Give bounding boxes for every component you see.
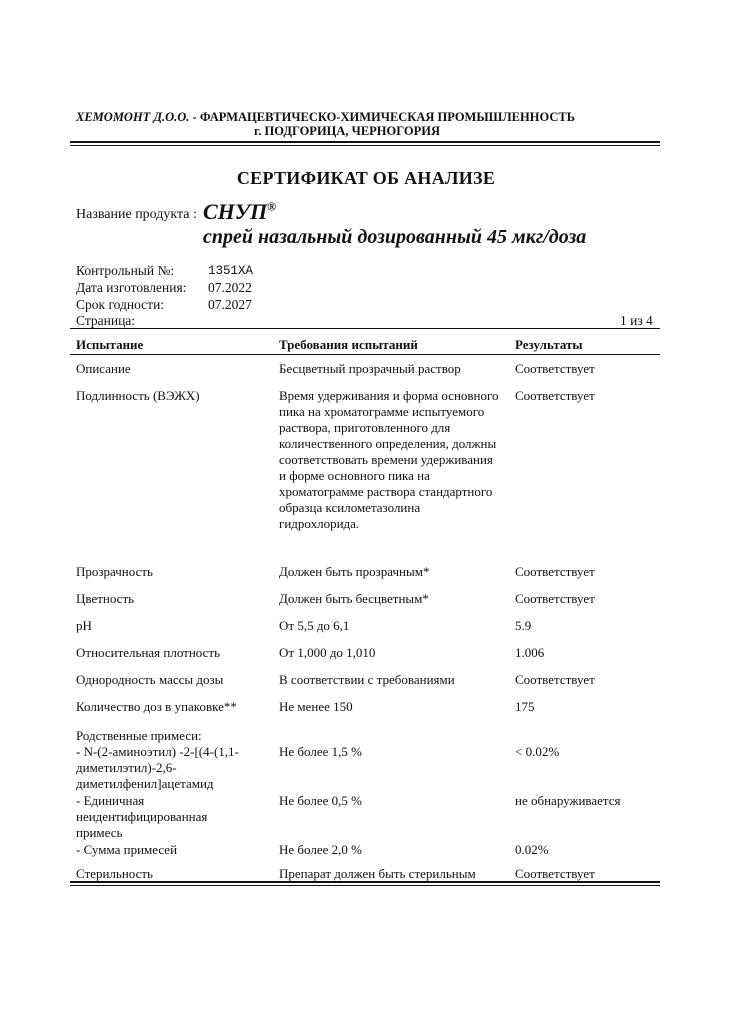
company-city: г. ПОДГОРИЦА, ЧЕРНОГОРИЯ <box>254 124 441 138</box>
page-label: Страница: <box>76 313 136 328</box>
row-req-description: Бесцветный прозрачный раствор <box>279 361 461 376</box>
product-name-text: СНУП <box>203 199 268 224</box>
company-industry: - ФАРМАЦЕВТИЧЕСКО-ХИМИЧЕСКАЯ ПРОМЫШЛЕННОСТЬ <box>189 110 575 124</box>
row-result-impurity-named: < 0.02% <box>515 744 560 759</box>
row-test-clarity: Прозрачность <box>76 564 153 579</box>
company-line <box>76 110 575 125</box>
row-test-color: Цветность <box>76 591 135 606</box>
row-test-identity: Подлинность (ВЭЖХ) <box>76 388 200 403</box>
row-result-impurity-sum: 0.02% <box>515 842 549 857</box>
column-header-results: Результаты <box>515 337 583 352</box>
page-number: 1 из 4 <box>620 313 653 328</box>
header-rule-top <box>70 141 660 143</box>
control-number-value: 1351XA <box>208 264 254 278</box>
row-test-density: Относительная плотность <box>76 645 221 660</box>
row-result-sterility: Соответствует <box>515 866 595 881</box>
table-header-rule <box>70 354 660 355</box>
row-req-color: Должен быть бесцветным* <box>279 591 429 606</box>
product-label: Название продукта : <box>76 207 197 222</box>
row-test-impurity-single: - Единичная неидентифицированная примесь <box>76 793 208 840</box>
row-result-description: Соответствует <box>515 361 595 376</box>
row-req-impurity-named: Не более 1,5 % <box>279 744 362 759</box>
expiry-date-label: Срок годности: <box>76 297 165 312</box>
row-req-dose-count: Не менее 150 <box>279 699 353 714</box>
product-description: спрей назальный дозированный 45 мкг/доза <box>203 226 587 248</box>
row-test-impurities-heading: Родственные примеси: <box>76 728 202 743</box>
row-test-impurity-named: - N-(2-аминоэтил) -2-[(4-(1,1-диметилэтил)-2,6-диметилфенил]ацетамид <box>76 744 239 791</box>
row-test-dose-mass: Однородность массы дозы <box>76 672 224 687</box>
table-bottom-rule-top <box>70 881 660 883</box>
row-test-sterility: Стерильность <box>76 866 153 881</box>
row-req-sterility: Препарат должен быть стерильным <box>279 866 476 881</box>
row-result-impurity-single: не обнаруживается <box>515 793 621 808</box>
row-req-ph: От 5,5 до 6,1 <box>279 618 350 633</box>
row-result-dose-count: 175 <box>515 699 535 714</box>
document-title: СЕРТИФИКАТ ОБ АНАЛИЗЕ <box>236 168 496 188</box>
row-result-dose-mass: Соответствует <box>515 672 595 687</box>
row-req-impurity-single: Не более 0,5 % <box>279 793 362 808</box>
row-result-color: Соответствует <box>515 591 595 606</box>
row-req-dose-mass: В соответствии с требованиями <box>279 672 455 687</box>
row-result-ph: 5.9 <box>515 618 532 633</box>
row-test-ph: pH <box>76 618 92 633</box>
table-bottom-rule-bottom <box>70 885 660 886</box>
row-result-identity: Соответствует <box>515 388 595 403</box>
header-rule-bottom <box>70 145 660 146</box>
manufacture-date-label: Дата изготовления: <box>76 280 187 295</box>
row-req-identity: Время удерживания и форма основного пика на хроматограмме испытуемого раствора, приготовленного для количественного определения, должны соответствовать времени удерживания и форме основного пика на хроматограмме раствора стандартного образца ксилометазолина гидрохлорида. <box>279 388 499 531</box>
company-name: ХЕМОМОНТ Д.О.О. <box>76 110 190 124</box>
control-number-label: Контрольный №: <box>76 263 175 278</box>
column-header-requirements: Требования испытаний <box>279 337 418 352</box>
row-result-clarity: Соответствует <box>515 564 595 579</box>
row-test-dose-count: Количество доз в упаковке** <box>76 699 237 714</box>
row-test-description: Описание <box>76 361 131 376</box>
row-test-impurity-sum: - Сумма примесей <box>76 842 178 857</box>
row-req-density: От 1,000 до 1,010 <box>279 645 376 660</box>
product-name <box>203 199 276 225</box>
expiry-date-value: 07.2027 <box>208 297 252 312</box>
registered-mark: ® <box>267 199 277 214</box>
manufacture-date-value: 07.2022 <box>208 280 252 295</box>
row-result-density: 1.006 <box>515 645 545 660</box>
meta-rule <box>70 328 660 329</box>
row-req-clarity: Должен быть прозрачным* <box>279 564 430 579</box>
column-header-test: Испытание <box>76 337 144 352</box>
row-req-impurity-sum: Не более 2,0 % <box>279 842 362 857</box>
